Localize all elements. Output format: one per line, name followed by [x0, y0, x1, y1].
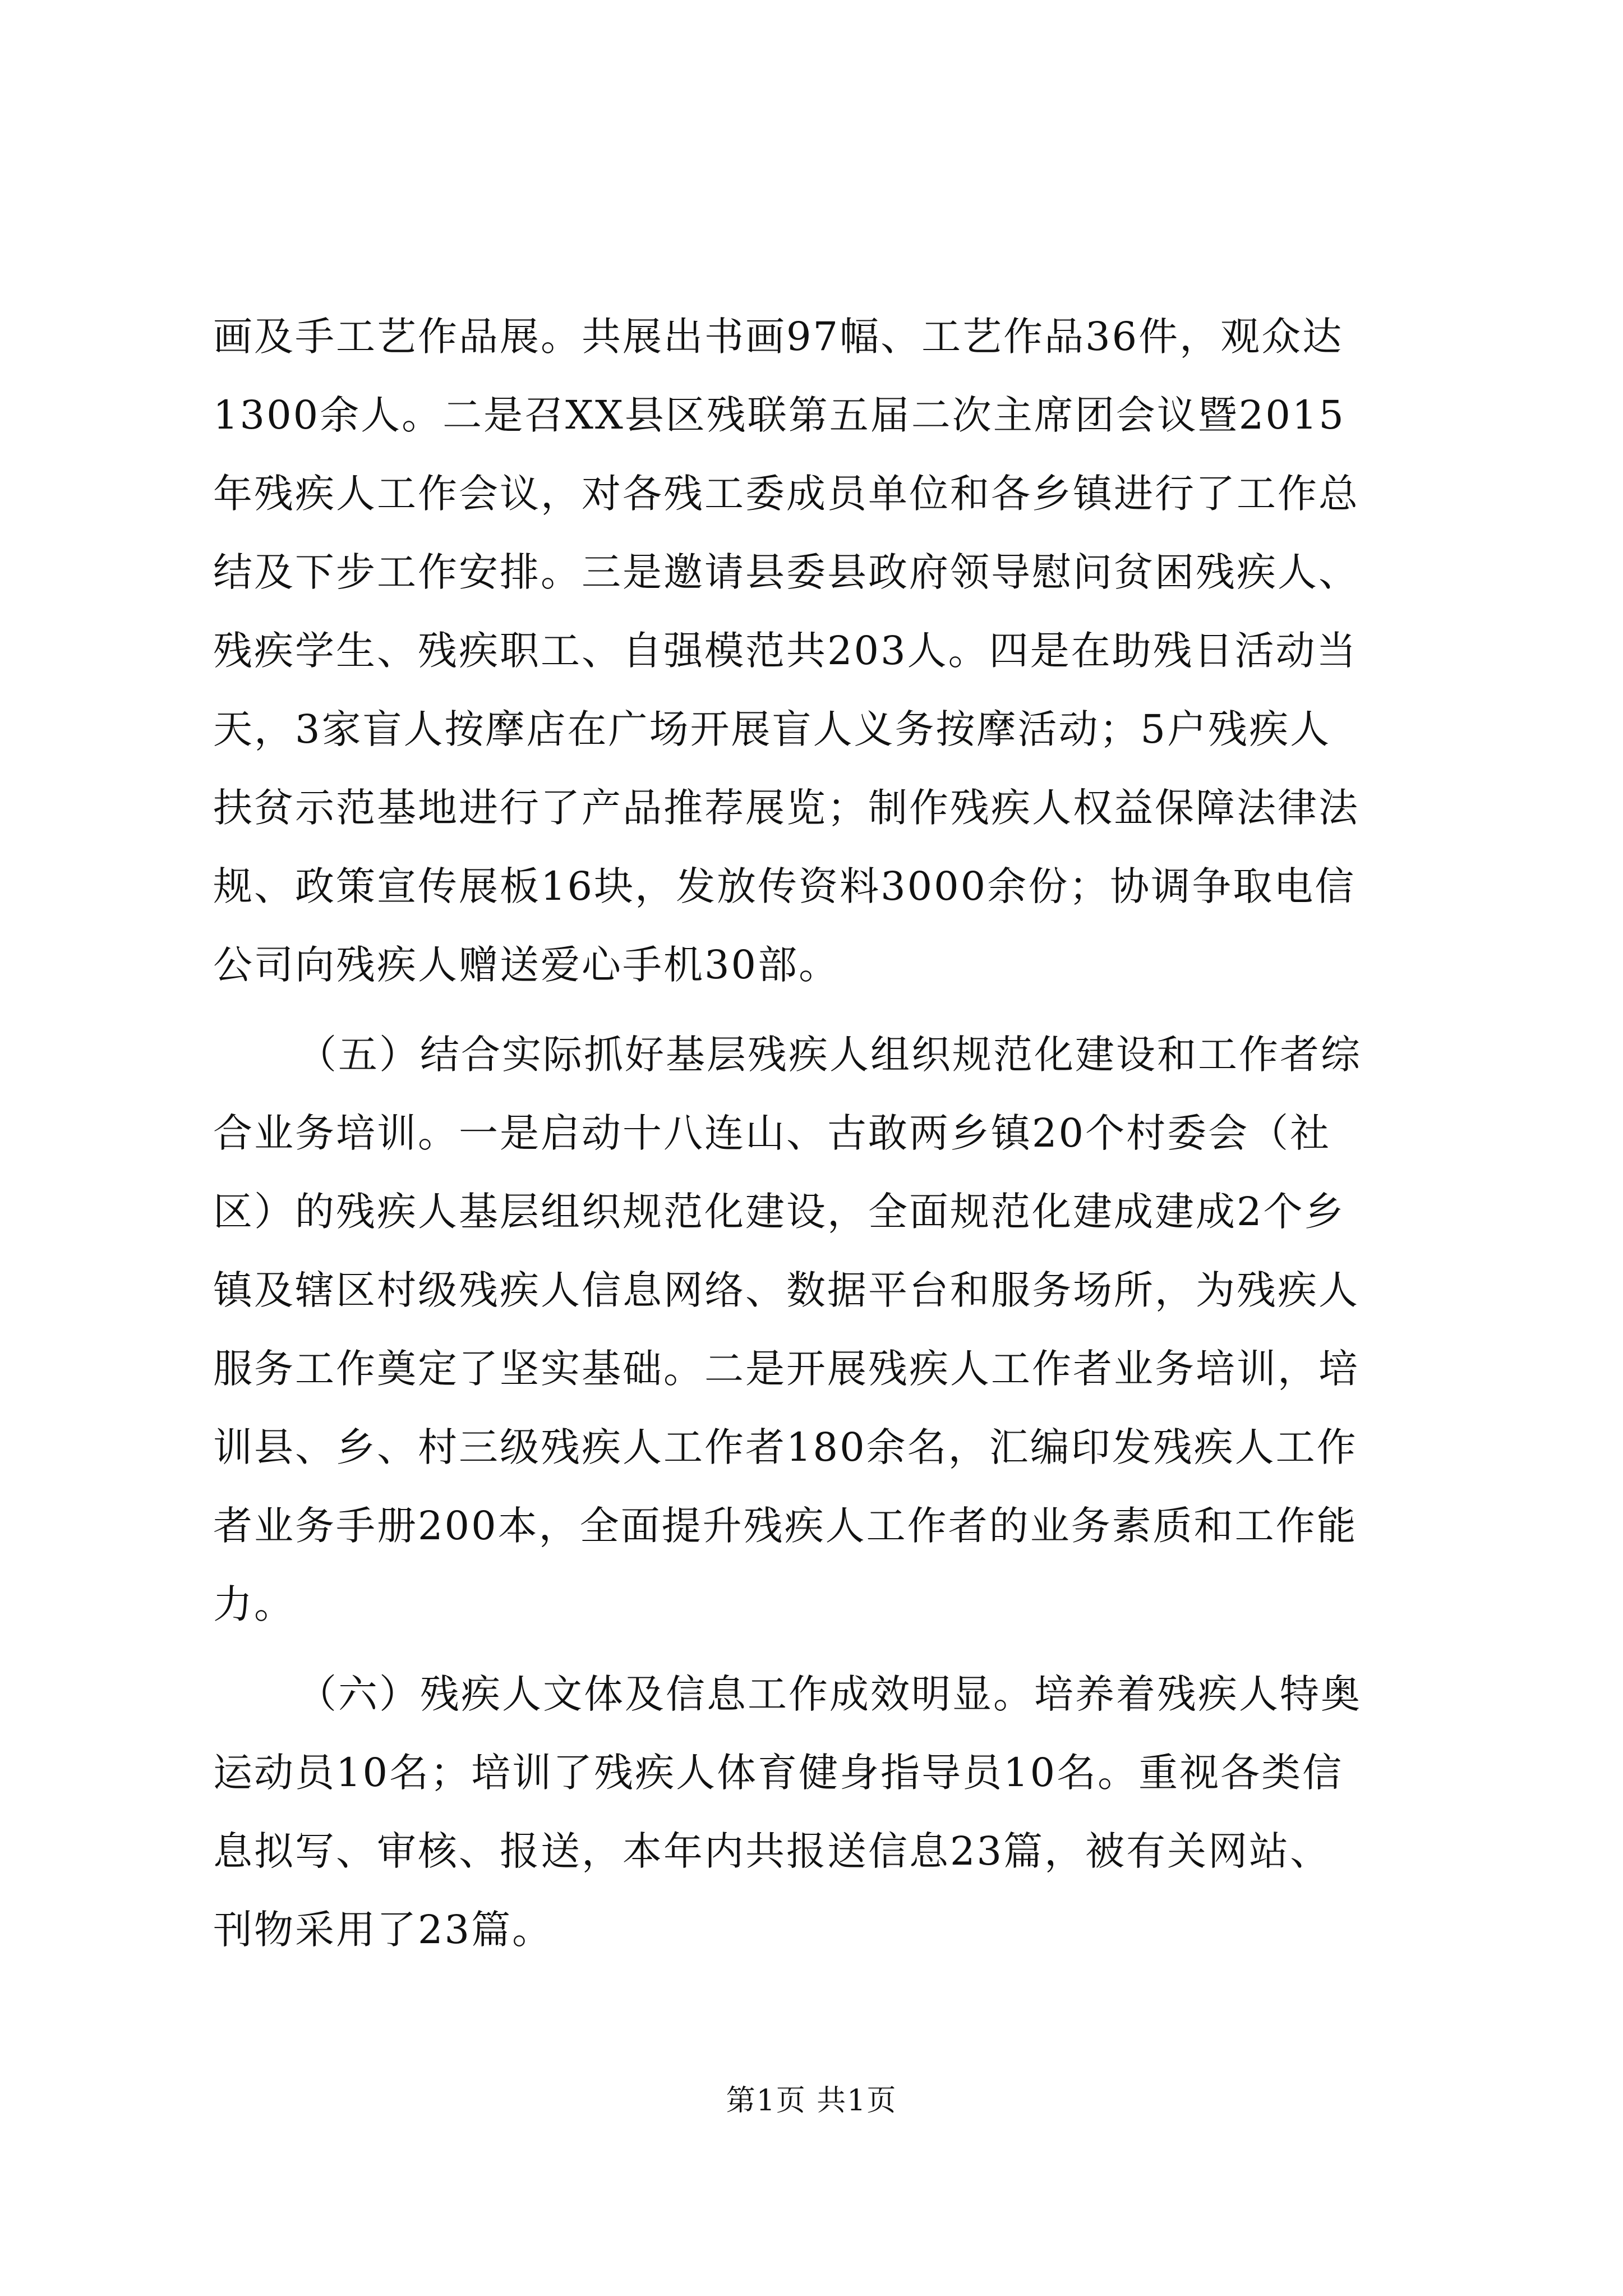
body-line-12: 区）的残疾人基层组织规范化建设，全面规范化建成建成2个乡 [213, 1189, 1345, 1235]
body-line-15: 训县、乡、村三级残疾人工作者180余名，汇编印发残疾人工作 [213, 1424, 1358, 1470]
section-six-heading-line: （六）残疾人文体及信息工作成效明显。培养着残疾人特奥 [297, 1671, 1362, 1717]
body-line-17: 力。 [213, 1581, 295, 1627]
body-line-4: 结及下步工作安排。三是邀请县委县政府领导慰问贫困残疾人、 [213, 549, 1359, 595]
body-line-7: 扶贫示范基地进行了产品推荐展览；制作残疾人权益保障法律法 [213, 785, 1359, 831]
body-line-9: 公司向残疾人赠送爱心手机30部。 [213, 942, 840, 988]
body-line-20: 息拟写、审核、报送，本年内共报送信息23篇，被有关网站、 [213, 1828, 1331, 1874]
body-line-16: 者业务手册200本，全面提升残疾人工作者的业务素质和工作能 [213, 1503, 1358, 1549]
page-footer: 第1页 共1页 [726, 2084, 897, 2118]
body-line-19: 运动员10名；培训了残疾人体育健身指导员10名。重视各类信 [213, 1750, 1344, 1796]
body-line-2: 1300余人。二是召XX县区残联第五届二次主席团会议暨2015 [213, 392, 1345, 438]
body-line-1: 画及手工艺作品展。共展出书画97幅、工艺作品36件，观众达 [213, 314, 1344, 360]
body-line-5: 残疾学生、残疾职工、自强模范共203人。四是在助残日活动当 [213, 628, 1358, 674]
body-line-3: 年残疾人工作会议，对各残工委成员单位和各乡镇进行了工作总 [213, 471, 1359, 517]
body-line-14: 服务工作奠定了坚实基础。二是开展残疾人工作者业务培训，培 [213, 1346, 1359, 1392]
body-line-11: 合业务培训。一是启动十八连山、古敢两乡镇20个村委会（社 [213, 1110, 1331, 1156]
body-line-21: 刊物采用了23篇。 [213, 1907, 554, 1953]
body-line-8: 规、政策宣传展板16块，发放传资料3000余份；协调争取电信 [213, 863, 1356, 909]
section-five-heading-line: （五）结合实际抓好基层残疾人组织规范化建设和工作者综 [297, 1032, 1362, 1078]
body-line-6: 天，3家盲人按摩店在广场开展盲人义务按摩活动；5户残疾人 [213, 706, 1331, 752]
body-line-13: 镇及辖区村级残疾人信息网络、数据平台和服务场所，为残疾人 [213, 1267, 1359, 1313]
